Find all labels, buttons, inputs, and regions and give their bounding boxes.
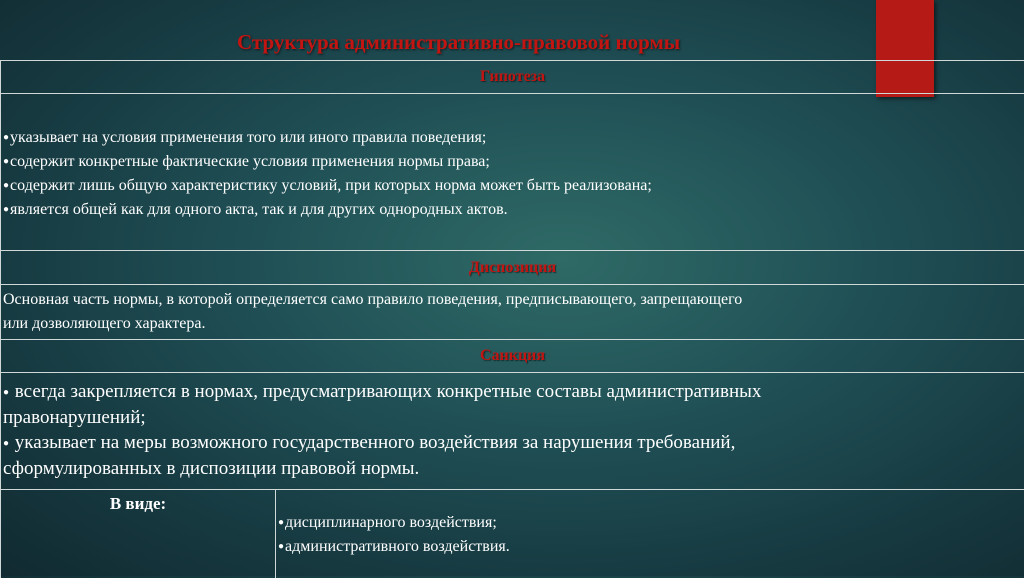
list-item: ●дисциплинарного воздействия; — [278, 514, 497, 531]
list-item-continuation: правонарушений; — [3, 407, 146, 428]
slide-title: Структура административно-правовой нормы — [237, 30, 681, 54]
bullet-icon: ● — [3, 438, 10, 449]
norm-structure-table — [0, 60, 1024, 555]
bullet-icon: ● — [278, 541, 285, 552]
bullet-icon: ● — [3, 387, 10, 398]
disposition-text-line-1: Основная часть нормы, в которой определяется само правило поведения, предписывающего, запрещающего — [3, 291, 743, 308]
bullet-icon: ● — [278, 517, 285, 528]
hypothesis-header-row — [0, 61, 1024, 94]
list-item: ●содержит лишь общую характеристику условий, при которых норма может быть реализована; — [3, 177, 652, 194]
disposition-heading: Диспозиция — [468, 259, 557, 276]
sanction-header-row — [0, 340, 1024, 373]
sanction-body-row — [0, 373, 1024, 490]
disposition-text-line-2: или дозволяющего характера. — [3, 315, 206, 332]
forms-list-cell — [278, 511, 1018, 559]
forms-label-cell — [1, 490, 276, 578]
bullet-icon: ● — [3, 132, 10, 143]
sanction-heading: Санкция — [479, 347, 546, 364]
bullet-icon: ● — [3, 156, 10, 167]
list-item: ●указывает на условия применения того или иного правила поведения; — [3, 129, 487, 146]
hypothesis-heading: Гипотеза — [479, 68, 546, 85]
hypothesis-body-row — [0, 94, 1024, 251]
forms-label: В виде: — [109, 494, 167, 513]
disposition-header-row — [0, 251, 1024, 285]
forms-row — [0, 490, 1024, 578]
list-item: ●является общей как для одного акта, так и для других однородных актов. — [3, 201, 508, 218]
bullet-icon: ● — [3, 180, 10, 191]
list-item: ●административного воздействия. — [278, 538, 510, 555]
bullet-icon: ● — [3, 204, 10, 215]
list-item: ● всегда закрепляется в нормах, предусматривающих конкретные составы административных — [3, 381, 762, 402]
disposition-body-row — [0, 285, 1024, 340]
list-item: ● указывает на меры возможного государственного воздействия за нарушения требований, — [3, 432, 736, 453]
list-item-continuation: сформулированных в диспозиции правовой нормы. — [3, 458, 420, 479]
list-item: ●содержит конкретные фактические условия применения нормы права; — [3, 153, 490, 170]
